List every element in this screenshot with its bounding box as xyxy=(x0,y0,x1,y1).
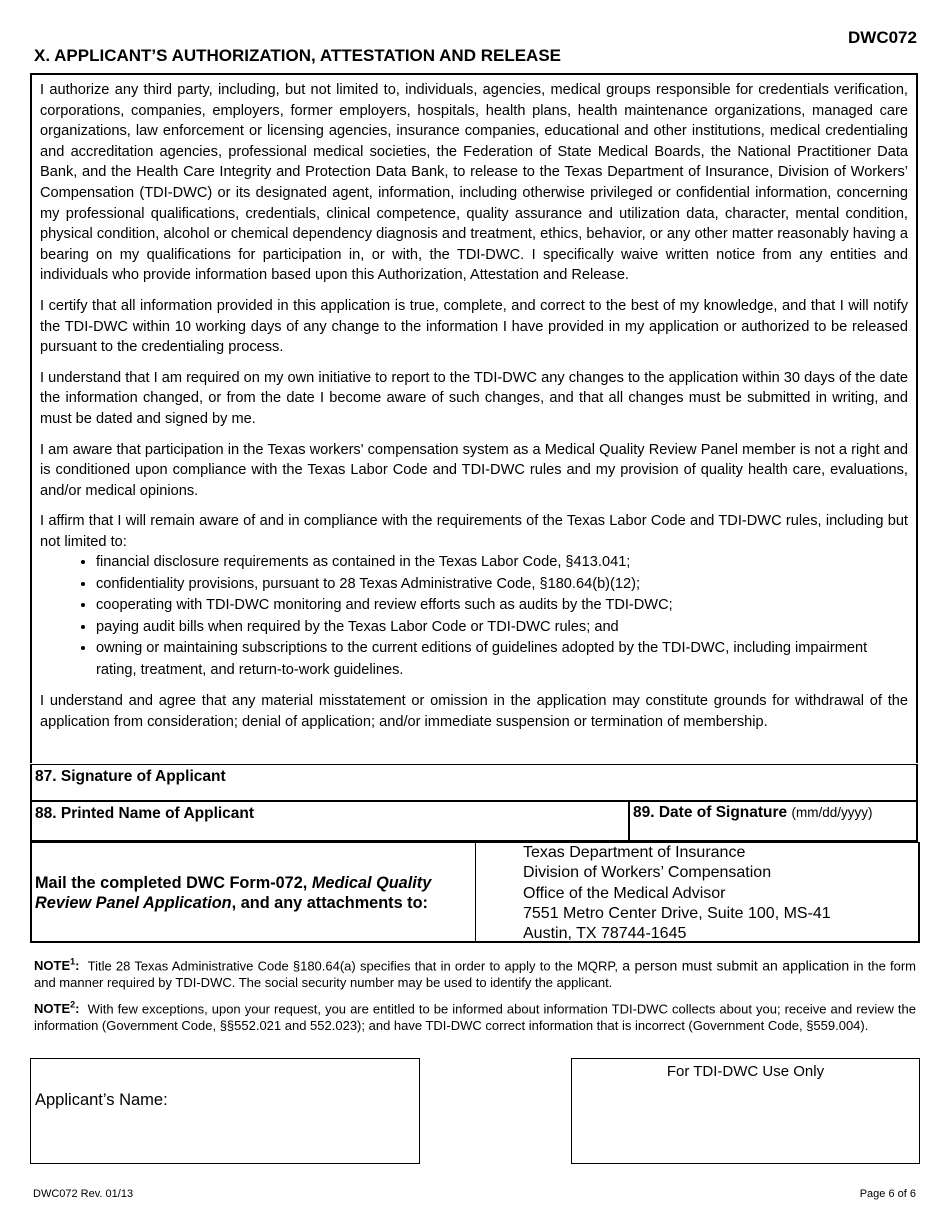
signature-field[interactable] xyxy=(30,764,918,801)
applicant-name-label: Applicant’s Name: xyxy=(35,1091,168,1109)
form-name: Medical Quality Review Panel Application xyxy=(35,874,432,912)
note-1-text-b: a person must submit an application xyxy=(622,957,850,974)
printed-name-field[interactable] xyxy=(32,802,628,841)
note-superscript: 1 xyxy=(70,957,76,967)
section-title: X. APPLICANT’S AUTHORIZATION, ATTESTATION AND RELEASE xyxy=(34,46,561,65)
office-use-label: For TDI-DWC Use Only xyxy=(666,1063,825,1080)
list-item: • owning or maintaining subscriptions to the current editions of guidelines adopted by the TDI-DWC, including impairment rating, treatment, and return-to-work guidelines. xyxy=(96,638,908,681)
date-label xyxy=(633,804,873,822)
applicant-name-box[interactable] xyxy=(30,1058,420,1164)
address-line: Office of the Medical Advisor xyxy=(523,884,726,902)
certification-paragraph: I certify that all information provided in this application is true, complete, and correct to the best of my knowledge, and that I will notify the TDI-DWC within 10 working days of any change to the information I have provided in my application or authorized to be released pursuant to the credentialing process. xyxy=(40,297,908,356)
authorization-box xyxy=(30,73,918,763)
note-superscript: 2 xyxy=(70,1000,76,1010)
list-item: • confidentiality provisions, pursuant to 28 Texas Administrative Code, §180.64(b)(12); xyxy=(96,574,908,596)
mail-instruction-cell xyxy=(32,843,476,942)
authorization-paragraph: I authorize any third party, including, but not limited to, individuals, agencies, medical groups responsible for credentials verification, corporations, companies, employers, former employers, hospitals, health plans, health maintenance organizations, managed care organizations, law enforcement or licensing agencies, insurance companies, educational and other institutions, medical credentialing and accreditation agencies, professional medical societies, the Federation of State Medical Boards, the National Practitioner Data Bank, and the Health Care Integrity and Protection Data Bank, to release to the Texas Department of Insurance, Division of Workers’ Compensation (TDI-DWC) or its designated agent, information, including otherwise privileged or confidential information, concerning my professional qualifications, credentials, clinical competence, quality assurance and utilization data, character, mental condition, physical condition, alcohol or chemical dependency diagnosis and treatment, ethics, behavior, or any other matter reasonably having a bearing on my qualifications for participation in, or with, the TDI-DWC. I specifically waive written notice from any entities and individuals who provide information based upon this Authorization, Attestation and Release. xyxy=(40,82,908,284)
note-1-text-a: Title 28 Texas Administrative Code §180.64(a) specifies that in order to apply to the MQRP, xyxy=(87,958,623,974)
page-number: Page 6 of 6 xyxy=(859,1188,916,1200)
affirm-paragraph: I affirm that I will remain aware of and in compliance with the requirements of the Texas Labor Code and TDI-DWC rules, including but not limited to: xyxy=(40,513,908,550)
address-line: 7551 Metro Center Drive, Suite 100, MS-41 xyxy=(523,904,831,922)
note-label: NOTE xyxy=(34,958,71,974)
office-use-box xyxy=(571,1058,920,1164)
form-revision: DWC072 Rev. 01/13 xyxy=(33,1188,134,1200)
note-1-text-c: in the form and manner required by TDI-DWC. The social security number may be used to identify the applicant. xyxy=(34,958,916,991)
reporting-paragraph: I understand that I am required on my own initiative to report to the TDI-DWC any changes to the application within 30 days of the date the information changed, or from the date I become aware of such changes, and that all changes must be submitted in writing, and must be dated and signed by me. xyxy=(40,369,908,427)
mail-instruction-part1: Mail the completed DWC Form-072, xyxy=(35,874,312,892)
date-format-hint: (mm/dd/yyyy) xyxy=(791,805,873,820)
signature-label: 87. Signature of Applicant xyxy=(35,768,226,785)
address-line: Division of Workers’ Compensation xyxy=(523,864,772,882)
participation-paragraph: I am aware that participation in the Texas workers' compensation system as a Medical Quality Review Panel member is not a right and is conditioned upon compliance with the Texas Labor Code and TDI-DWC rules and my provision of quality health care, evaluations, and/or medical opinions. xyxy=(40,441,908,499)
requirements-list xyxy=(40,552,908,681)
address-line: Texas Department of Insurance xyxy=(523,844,746,861)
date-label-text: 89. Date of Signature xyxy=(633,804,788,821)
printed-name-label: 88. Printed Name of Applicant xyxy=(35,805,255,822)
form-code: DWC072 xyxy=(848,28,917,47)
note-2: NOTE$^2$: With few exceptions, upon your request, you are entitled to be informed about information TDI-DWC collects about you; receive and review the information (Government Code, §§552.021 and 552.023); and have TDI-DWC correct information that is incorrect (Government Code, §559.004). xyxy=(34,1000,916,1034)
mailing-box xyxy=(30,842,920,943)
note-1: NOTE$^1$: Title 28 Texas Administrative Code §180.64(a) specifies that in order to apply to the MQRP, a person must submit an application in the form and manner required by TDI-DWC. The social security number may be used to identify the applicant. xyxy=(34,957,916,991)
misstatement-paragraph: I understand and agree that any material misstatement or omission in the application may constitute grounds for withdrawal of the application from consideration; denial of application; and/or immediate suspension or termination of membership. xyxy=(40,693,908,731)
list-item: • paying audit bills when required by the Texas Labor Code or TDI-DWC rules; and xyxy=(96,617,908,639)
address-line: Austin, TX 78744-1645 xyxy=(523,925,687,943)
mail-instruction xyxy=(35,873,465,913)
date-of-signature-field[interactable] xyxy=(628,801,918,842)
list-item: • financial disclosure requirements as contained in the Texas Labor Code, §413.041; xyxy=(96,552,908,574)
mailing-address xyxy=(523,843,831,944)
note-label: NOTE xyxy=(34,1001,71,1017)
mail-instruction-part2: , and any attachments to: xyxy=(231,894,428,912)
list-item: • cooperating with TDI-DWC monitoring and review efforts such as audits by the TDI-DWC; xyxy=(96,595,908,617)
name-date-row xyxy=(30,801,918,842)
note-2-text: With few exceptions, upon your request, you are entitled to be informed about information TDI-DWC collects about you; receive and review the information (Government Code, §§552.021 and 552.023); and have TDI-DWC correct information that is incorrect (Government Code, §559.004). xyxy=(34,1001,916,1034)
